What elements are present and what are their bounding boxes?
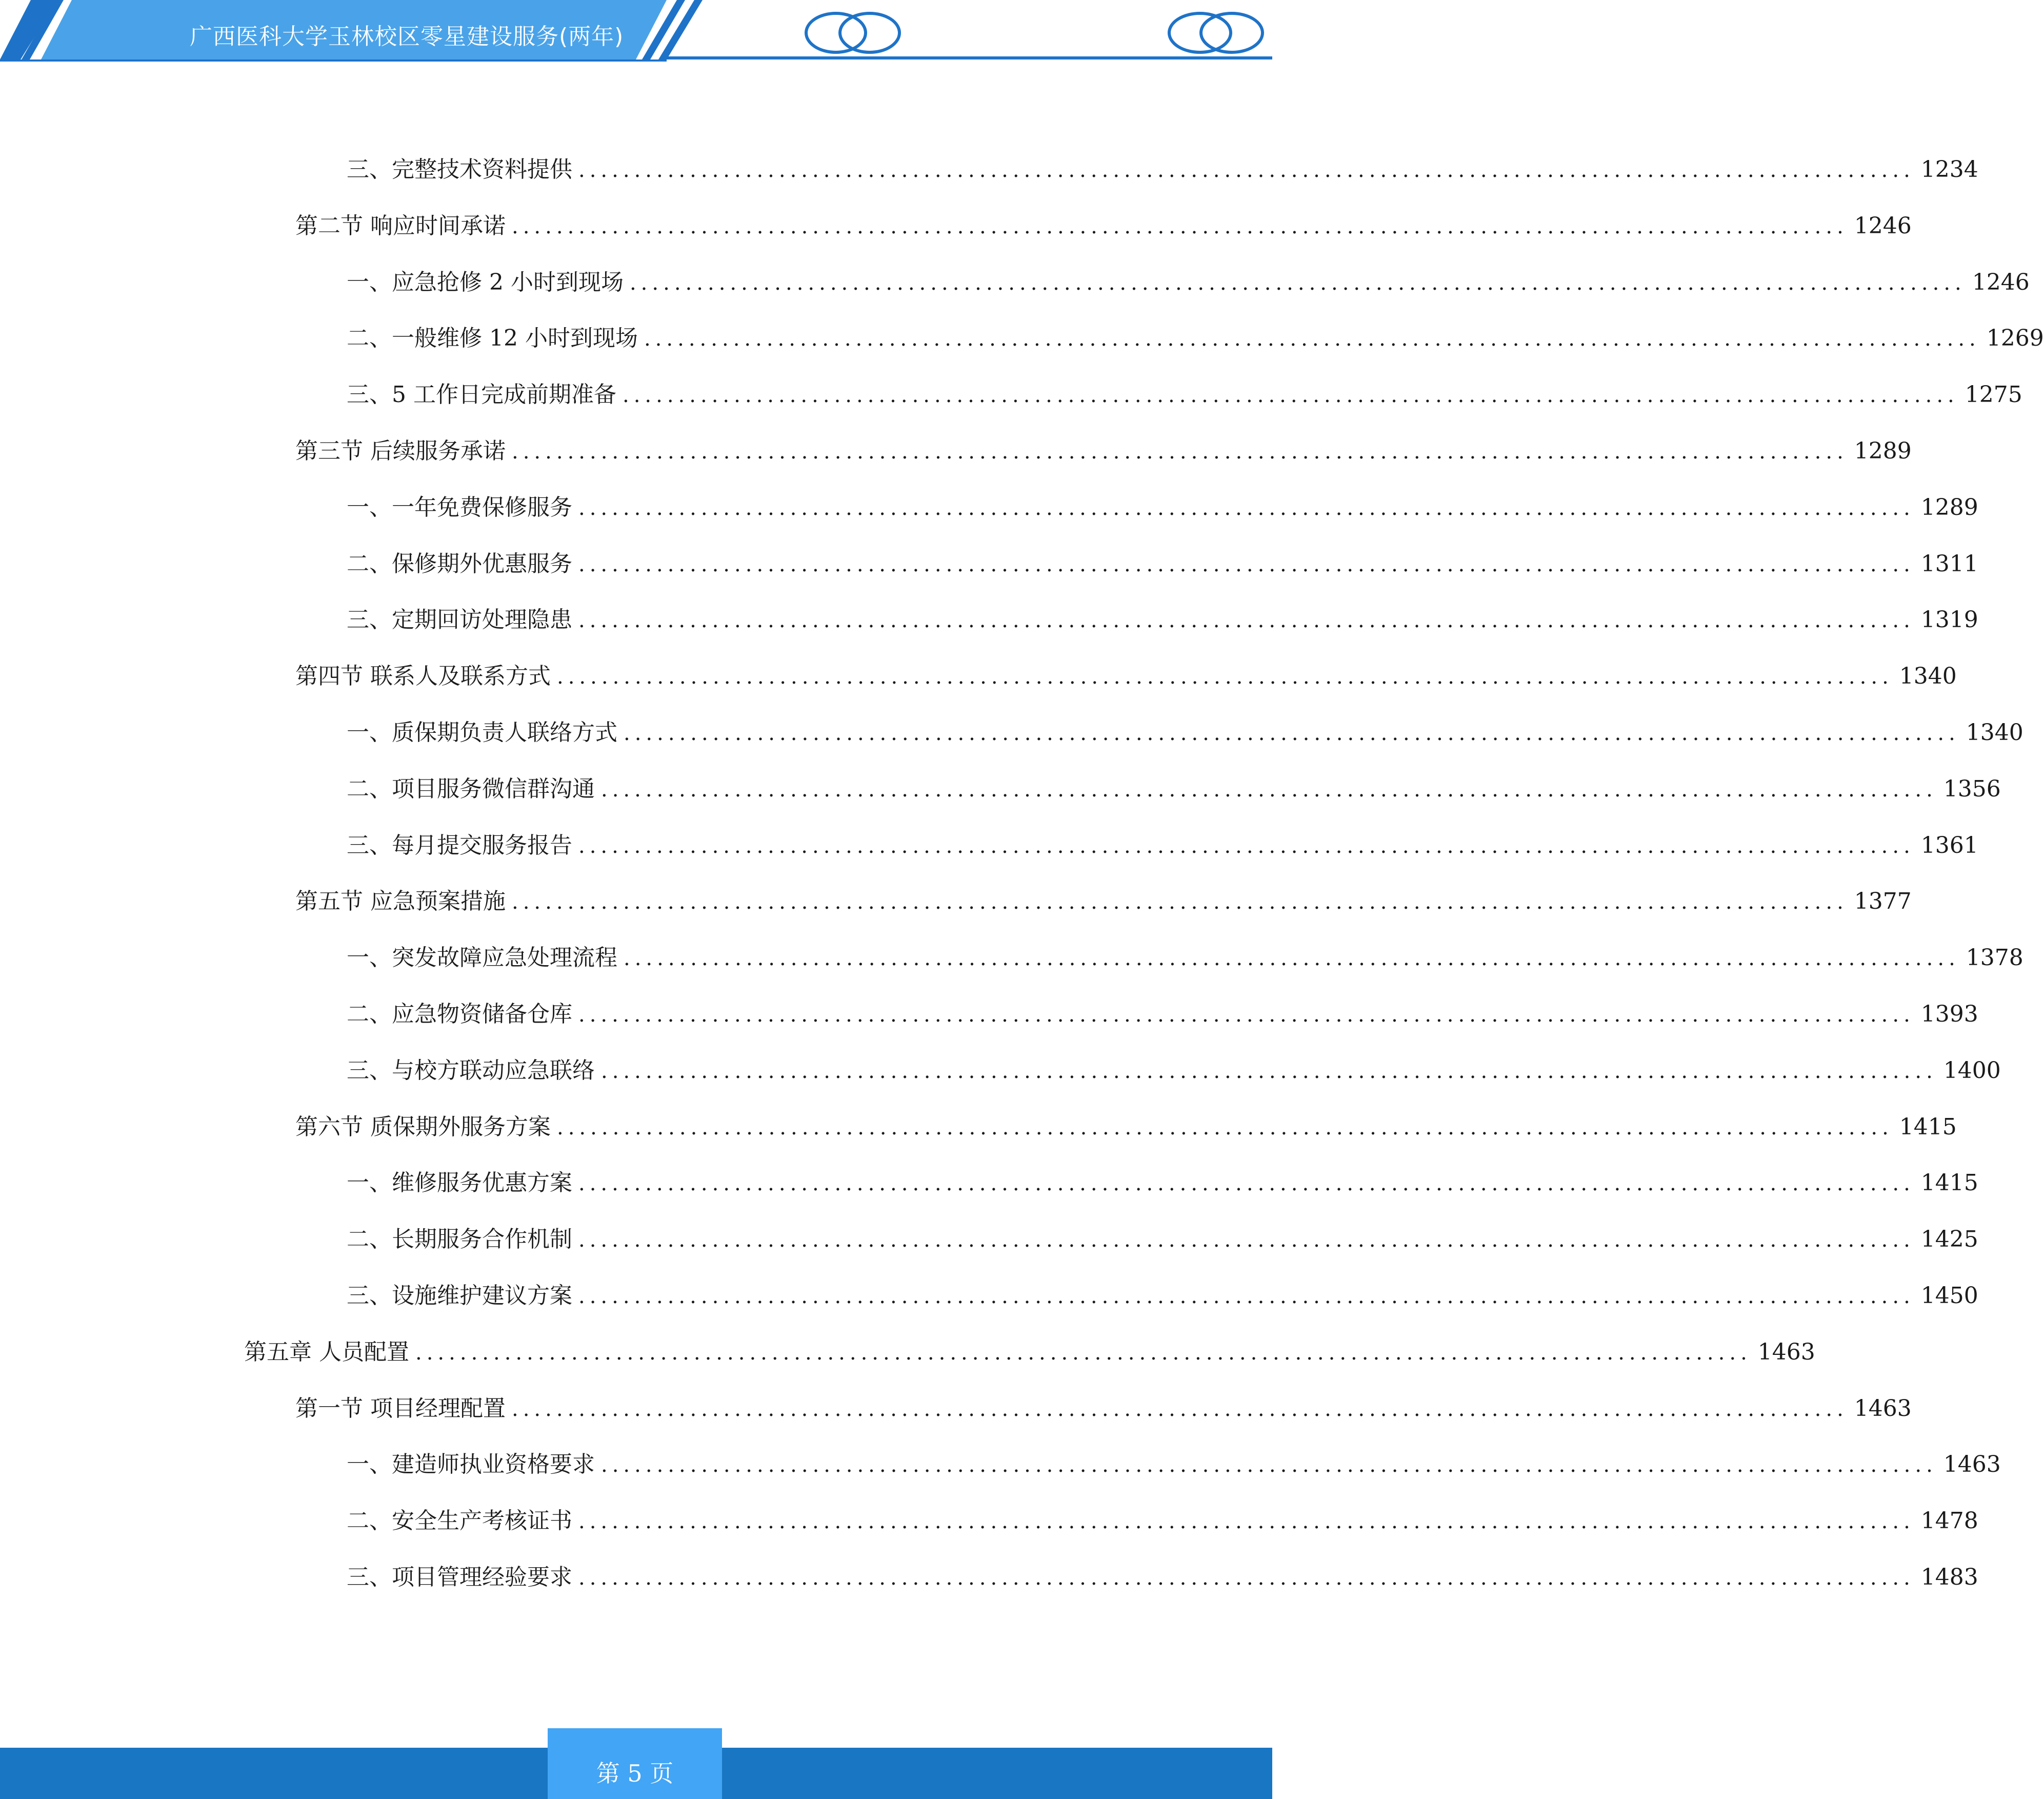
toc-dot-leader: ........................................................................................................................ — [578, 553, 1915, 576]
toc-dot-leader: ........................................................................................................................ — [624, 722, 1960, 745]
toc-entry-page: 1415 — [1899, 1114, 1957, 1140]
toc-entry-title: 第五节 应急预案措施 — [295, 888, 506, 914]
toc-entry-title: 维修服务优惠方案 — [392, 1170, 572, 1196]
toc-entry-title: 突发故障应急处理流程 — [392, 945, 617, 971]
toc-entry-page: 1483 — [1920, 1564, 1978, 1590]
toc-entry-page: 1400 — [1943, 1057, 2001, 1084]
toc-dot-leader: ........................................................................................................................ — [578, 158, 1915, 182]
toc-entry-title: 一般维修 12 小时到现场 — [392, 325, 638, 351]
toc-entry-number: 二、 — [347, 1508, 392, 1534]
toc-dot-leader: ........................................................................................................................ — [557, 1116, 1893, 1140]
toc-entry-title: 建造师执业资格要求 — [392, 1451, 595, 1477]
toc-entry[interactable] — [295, 884, 1912, 920]
toc-entry-title: 完整技术资料提供 — [392, 156, 572, 183]
toc-dot-leader: ........................................................................................................................ — [578, 1172, 1915, 1195]
toc-dot-leader: ........................................................................................................................ — [578, 1510, 1915, 1533]
toc-entry-page: 1311 — [1920, 551, 1978, 577]
toc-entry[interactable] — [347, 715, 2023, 751]
toc-entry-page: 1450 — [1920, 1283, 1978, 1309]
toc-entry-page: 1275 — [1965, 382, 2022, 408]
toc-entry-title: 安全生产考核证书 — [392, 1508, 572, 1534]
toc-entry-number: 二、 — [347, 325, 392, 351]
toc-entry-number: 一、 — [347, 945, 392, 971]
toc-entry-number: 一、 — [347, 494, 392, 521]
toc-entry-page: 1246 — [1854, 213, 1912, 239]
toc-entry-number: 三、 — [347, 1057, 392, 1084]
toc-entry-page: 1377 — [1854, 888, 1912, 914]
toc-entry-title: 第六节 质保期外服务方案 — [295, 1114, 551, 1140]
toc-dot-leader: ........................................................................................................................ — [622, 384, 1959, 407]
toc-entry-title: 与校方联动应急联络 — [392, 1057, 595, 1084]
toc-entry[interactable] — [347, 490, 1978, 526]
toc-entry-page: 1463 — [1943, 1451, 2001, 1477]
toc-dot-leader: ........................................................................................................................ — [512, 215, 1848, 238]
toc-entry-title: 项目服务微信群沟通 — [392, 776, 595, 802]
toc-dot-leader: ........................................................................................................................ — [578, 609, 1915, 632]
toc-entry[interactable] — [347, 828, 1978, 864]
toc-entry-number: 三、 — [347, 1564, 392, 1590]
toc-entry[interactable] — [347, 1278, 1978, 1314]
toc-entry[interactable] — [347, 1053, 2001, 1089]
toc-entry-number: 一、 — [347, 269, 392, 295]
toc-entry-page: 1289 — [1854, 438, 1912, 464]
toc-entry-page: 1269 — [1986, 325, 2044, 351]
toc-entry[interactable] — [347, 1503, 1978, 1539]
toc-entry-number: 二、 — [347, 1001, 392, 1027]
toc-entry-title: 第二节 响应时间承诺 — [295, 213, 506, 239]
toc-dot-leader: ........................................................................................................................ — [644, 327, 1980, 351]
toc-entry-title: 第四节 联系人及联系方式 — [295, 663, 551, 689]
toc-entry-page: 1319 — [1920, 607, 1978, 633]
toc-entry-title: 第一节 项目经理配置 — [295, 1395, 506, 1422]
toc-entry-page: 1415 — [1920, 1170, 1978, 1196]
toc-dot-leader: ........................................................................................................................ — [629, 271, 1966, 295]
toc-entry-title: 5 工作日完成前期准备 — [392, 382, 616, 408]
toc-entry[interactable] — [295, 433, 1912, 469]
toc-entry-page: 1378 — [1966, 945, 2023, 971]
toc-dot-leader: ........................................................................................................................ — [557, 665, 1893, 689]
toc-entry[interactable] — [295, 1109, 1957, 1145]
toc-entry-page: 1246 — [1972, 269, 2030, 295]
toc-entry-title: 项目管理经验要求 — [392, 1564, 572, 1590]
toc-entry-title: 定期回访处理隐患 — [392, 607, 572, 633]
toc-entry-page: 1463 — [1757, 1339, 1815, 1365]
toc-entry-number: 二、 — [347, 776, 392, 802]
toc-entry[interactable] — [347, 152, 1978, 188]
toc-entry[interactable] — [347, 377, 2022, 413]
toc-dot-leader: ........................................................................................................................ — [601, 1060, 1937, 1083]
toc-entry-title: 设施维护建议方案 — [392, 1283, 572, 1309]
toc-entry-number: 二、 — [347, 1226, 392, 1252]
toc-entry-title: 第五章 人员配置 — [244, 1339, 409, 1365]
toc-dot-leader: ........................................................................................................................ — [512, 440, 1848, 464]
toc-entry-title: 应急物资储备仓库 — [392, 1001, 572, 1027]
toc-entry[interactable] — [347, 771, 2001, 807]
toc-entry[interactable] — [347, 265, 2030, 301]
toc-entry[interactable] — [347, 996, 1978, 1032]
toc-entry-number: 一、 — [347, 1170, 392, 1196]
toc-entry-page: 1393 — [1920, 1001, 1978, 1027]
toc-entry-page: 1234 — [1920, 156, 1978, 183]
toc-dot-leader: ........................................................................................................................ — [601, 778, 1937, 802]
toc-entry-page: 1356 — [1943, 776, 2001, 802]
toc-entry-title: 第三节 后续服务承诺 — [295, 438, 506, 464]
toc-entry-title: 质保期负责人联络方式 — [392, 719, 617, 746]
footer-page-number: 第 5 页 — [596, 1760, 674, 1787]
toc-dot-leader: ........................................................................................................................ — [578, 1228, 1915, 1252]
toc-entry-page: 1463 — [1854, 1395, 1912, 1422]
toc-entry-page: 1478 — [1920, 1508, 1978, 1534]
toc-entry-number: 三、 — [347, 1283, 392, 1309]
toc-entry-title: 应急抢修 2 小时到现场 — [392, 269, 624, 295]
toc-entry[interactable] — [347, 1165, 1978, 1201]
toc-dot-leader: ........................................................................................................................ — [578, 834, 1915, 858]
toc-entry[interactable] — [244, 1334, 1815, 1370]
toc-entry-page: 1425 — [1920, 1226, 1978, 1252]
toc-entry[interactable] — [295, 1391, 1912, 1427]
toc-dot-leader: ........................................................................................................................ — [578, 1003, 1915, 1027]
toc-entry[interactable] — [347, 546, 1978, 582]
header-title: 广西医科大学玉林校区零星建设服务(两年) — [190, 24, 624, 50]
toc-entry-number: 三、 — [347, 156, 392, 183]
page-header — [0, 0, 1272, 72]
toc-dot-leader: ........................................................................................................................ — [578, 1285, 1915, 1308]
toc-entry-number: 三、 — [347, 607, 392, 633]
toc-entry-number: 一、 — [347, 1451, 392, 1477]
toc-entry[interactable] — [347, 602, 1978, 638]
toc-entry-title: 长期服务合作机制 — [392, 1226, 572, 1252]
toc-dot-leader: ........................................................................................................................ — [512, 890, 1848, 914]
toc-entry-page: 1289 — [1920, 494, 1978, 521]
toc-dot-leader: ........................................................................................................................ — [601, 1453, 1937, 1477]
toc-entry-number: 三、 — [347, 382, 392, 408]
toc-entry-page: 1361 — [1920, 832, 1978, 858]
toc-entry-page: 1340 — [1966, 719, 2023, 746]
toc-dot-leader: ........................................................................................................................ — [415, 1341, 1752, 1365]
toc-dot-leader: ........................................................................................................................ — [512, 1397, 1848, 1421]
toc-entry[interactable] — [295, 658, 1957, 694]
toc-entry-page: 1340 — [1899, 663, 1957, 689]
toc-entry[interactable] — [295, 208, 1912, 244]
toc-entry[interactable] — [347, 1222, 1978, 1257]
toc-dot-leader: ........................................................................................................................ — [578, 496, 1915, 520]
toc-dot-leader: ........................................................................................................................ — [624, 947, 1960, 970]
toc-entry[interactable] — [347, 321, 2044, 356]
toc-entry-number: 三、 — [347, 832, 392, 858]
toc-entry[interactable] — [347, 1560, 1978, 1595]
toc-entry[interactable] — [347, 1447, 2001, 1483]
toc-entry-number: 一、 — [347, 719, 392, 746]
toc-entry-title: 一年免费保修服务 — [392, 494, 572, 521]
toc-entry[interactable] — [347, 940, 2023, 976]
toc-dot-leader: ........................................................................................................................ — [578, 1566, 1915, 1590]
toc-entry-number: 二、 — [347, 551, 392, 577]
toc-entry-title: 保修期外优惠服务 — [392, 551, 572, 577]
header-rings-icon — [0, 0, 1272, 72]
toc-entry-title: 每月提交服务报告 — [392, 832, 572, 858]
